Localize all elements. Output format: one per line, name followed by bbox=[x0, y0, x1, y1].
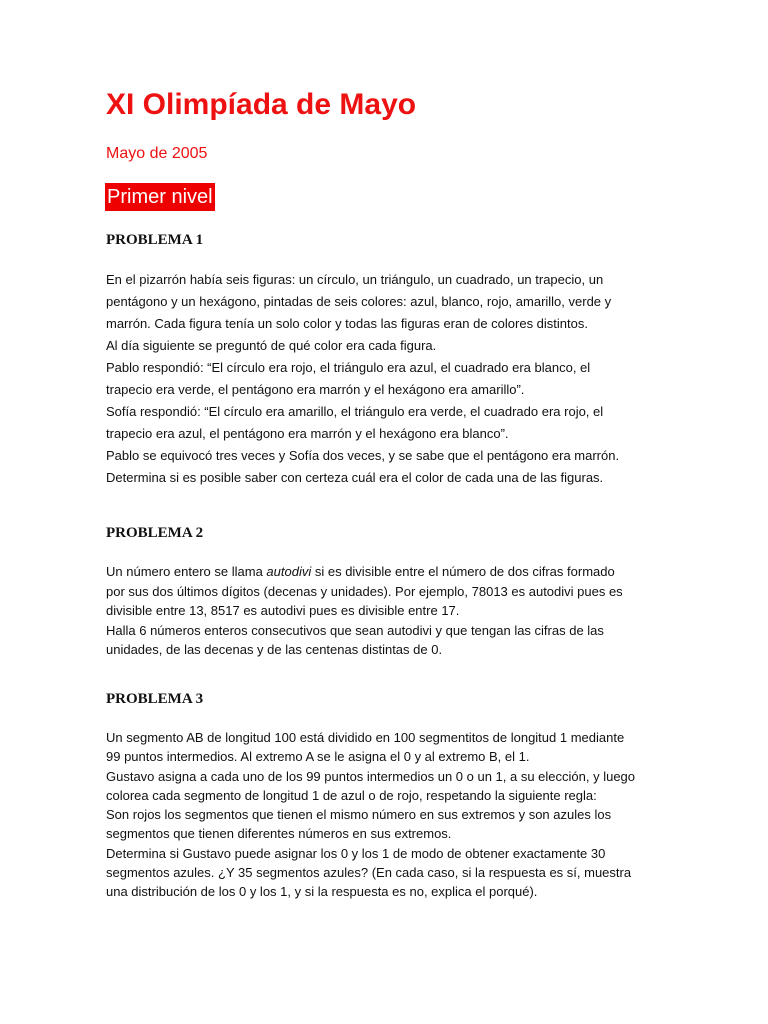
text-line: segmentos que tienen diferentes números en sus extremos. bbox=[106, 826, 452, 842]
text-line: 99 puntos intermedios. Al extremo A se le asigna el 0 y al extremo B, el 1. bbox=[106, 749, 530, 765]
text-line: una distribución de los 0 y los 1, y si la respuesta es no, explica el porqué). bbox=[106, 884, 538, 900]
text-line: trapecio era verde, el pentágono era marrón y el hexágono era amarillo”. bbox=[106, 382, 525, 397]
problem-3 bbox=[106, 690, 666, 902]
problem-text bbox=[106, 562, 666, 660]
text-line: Al día siguiente se preguntó de qué color era cada figura. bbox=[106, 338, 437, 353]
problem-heading: PROBLEMA 1 bbox=[106, 232, 204, 248]
text-segment: si es divisible entre el número de dos cifras formado bbox=[311, 564, 615, 579]
text-line: Pablo respondió: “El círculo era rojo, el triángulo era azul, el cuadrado era blanco, el bbox=[106, 360, 591, 375]
text-line: Un segmento AB de longitud 100 está dividido en 100 segmentitos de longitud 1 mediante bbox=[106, 730, 625, 745]
text-line: segmentos azules. ¿Y 35 segmentos azules? (En cada caso, si la respuesta es sí, muestra bbox=[106, 865, 632, 881]
text-line: Determina si es posible saber con certeza cuál era el color de cada una de las figuras. bbox=[106, 470, 604, 485]
problem-heading: PROBLEMA 3 bbox=[106, 691, 204, 707]
text-line: Determina si Gustavo puede asignar los 0 y los 1 de modo de obtener exactamente 30 bbox=[106, 845, 606, 861]
text-line: unidades, de las decenas y de las centenas distintas de 0. bbox=[106, 642, 443, 657]
text-line: pentágono y un hexágono, pintadas de seis colores: azul, blanco, rojo, amarillo, verde y bbox=[106, 294, 612, 309]
problem-text bbox=[106, 269, 666, 489]
problem-text bbox=[106, 728, 666, 902]
text-segment: Un número entero se llama bbox=[106, 564, 267, 579]
page-title: XI Olimpíada de Mayo bbox=[106, 88, 417, 121]
text-line: divisible entre 13, 8517 es autodivi pues es divisible entre 17. bbox=[106, 603, 460, 618]
text-line: En el pizarrón había seis figuras: un círculo, un triángulo, un cuadrado, un trapecio, un bbox=[106, 272, 604, 287]
text-line: Gustavo asigna a cada uno de los 99 puntos intermedios un 0 o un 1, a su elección, y luego bbox=[106, 768, 636, 784]
text-line: colorea cada segmento de longitud 1 de azul o de rojo, respetando la siguiente regla: bbox=[106, 787, 597, 803]
text-line: Son rojos los segmentos que tienen el mismo número en sus extremos y son azules los bbox=[106, 807, 612, 823]
text-line: por sus dos últimos dígitos (decenas y unidades). Por ejemplo, 78013 es autodivi pues es bbox=[106, 583, 623, 599]
text-line: Pablo se equivocó tres veces y Sofía dos veces, y se sabe que el pentágono era marrón. bbox=[106, 448, 620, 463]
text-line: marrón. Cada figura tenía un solo color y todas las figuras eran de colores distintos. bbox=[106, 316, 588, 331]
problem-2 bbox=[106, 524, 666, 660]
text-line: trapecio era azul, el pentágono era marrón y el hexágono era blanco”. bbox=[106, 426, 509, 441]
problem-1 bbox=[106, 231, 666, 489]
term-emphasis: autodivi bbox=[266, 564, 312, 579]
text-line: Sofía respondió: “El círculo era amarillo, el triángulo era verde, el cuadrado era rojo, el bbox=[106, 404, 604, 419]
text-line: Halla 6 números enteros consecutivos que sean autodivi y que tengan las cifras de las bbox=[106, 622, 604, 638]
level-badge: Primer nivel bbox=[105, 183, 215, 211]
date-subtitle: Mayo de 2005 bbox=[106, 145, 208, 162]
problem-heading: PROBLEMA 2 bbox=[106, 525, 204, 541]
